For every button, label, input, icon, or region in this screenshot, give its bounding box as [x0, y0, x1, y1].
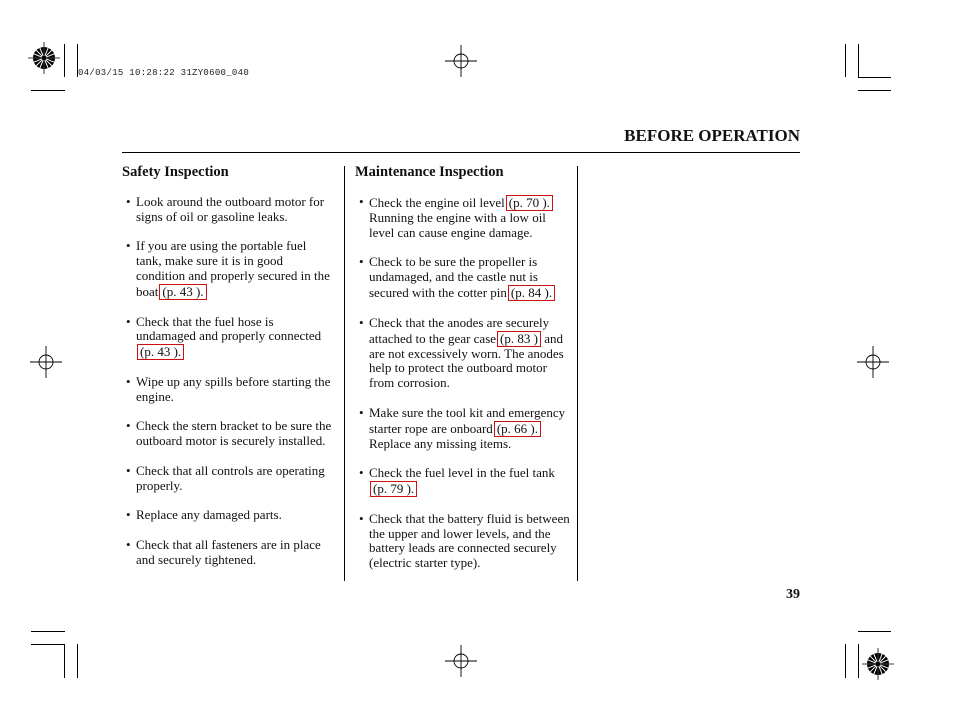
registration-crosshair-icon [445, 645, 477, 677]
page-reference-link[interactable]: (p. 83 ) [497, 331, 541, 347]
safety-inspection-column [122, 164, 332, 582]
list-item [355, 195, 573, 241]
bullet-icon: • [126, 194, 131, 209]
registration-starburst-icon [28, 42, 60, 74]
registration-crosshair-icon [857, 346, 889, 378]
item-text: Check the stern bracket to be sure the outboard motor is securely installed. [136, 418, 332, 449]
item-text: Wipe up any spills before starting the engine. [136, 373, 331, 404]
crop-mark [31, 631, 65, 632]
crop-mark [858, 77, 891, 78]
registration-starburst-icon [862, 648, 894, 680]
item-text-continued: Replace any missing items. [369, 435, 512, 451]
page-reference-link[interactable]: (p. 43 ). [159, 284, 206, 300]
item-text: Check the engine oil level [369, 195, 505, 210]
page-number: 39 [786, 587, 800, 602]
column-heading: Maintenance Inspection [355, 164, 504, 180]
list-item [355, 316, 573, 391]
list-item [122, 464, 332, 494]
item-text: Check that the battery fluid is between the upper and lower levels, and the battery leads are connected securely (electric starter type). [369, 510, 570, 571]
registration-crosshair-icon [445, 45, 477, 77]
maintenance-inspection-column [355, 164, 573, 586]
bullet-icon: • [126, 507, 131, 523]
item-text: Check that the anodes are securely attached to the gear case [369, 314, 550, 346]
bullet-icon: • [126, 238, 131, 254]
crop-mark [858, 644, 859, 678]
item-text: Check that the fuel hose is undamaged and properly connected [136, 313, 322, 344]
item-text: If you are using the portable fuel tank, make sure it is in good condition and properly secured in the boat [136, 238, 330, 299]
list-item [122, 239, 332, 299]
bullet-icon: • [126, 536, 131, 552]
crop-mark [858, 90, 891, 91]
section-title: BEFORE OPERATION [624, 126, 800, 145]
bullet-icon: • [359, 465, 364, 481]
crop-mark [845, 644, 846, 678]
column-divider [344, 166, 345, 581]
page-reference-link[interactable]: (p. 84 ). [508, 285, 555, 301]
list-item [122, 508, 332, 523]
item-text: Look around the outboard motor for signs of oil or gasoline leaks. [136, 194, 325, 224]
bullet-icon: • [126, 462, 131, 478]
crop-mark [31, 644, 65, 645]
list-item [355, 406, 573, 452]
item-text: Make sure the tool kit and emergency starter rope are onboard [369, 404, 566, 436]
page-reference-link[interactable]: (p. 66 ). [494, 421, 541, 437]
list-item [122, 315, 332, 361]
item-text: Check to be sure the propeller is undamaged, and the castle nut is secured with the cotter pin [369, 254, 538, 300]
item-text: Check the fuel level in the fuel tank [369, 465, 555, 481]
header-rule [122, 152, 800, 153]
bullet-icon: • [359, 314, 364, 330]
crop-mark [64, 644, 65, 678]
list-item [355, 255, 573, 301]
maintenance-checklist [355, 195, 573, 571]
list-item [122, 375, 332, 405]
page-reference-link[interactable]: (p. 79 ). [370, 481, 417, 497]
page-reference-link[interactable]: (p. 70 ). [506, 195, 553, 211]
bullet-icon: • [359, 404, 364, 420]
crop-mark [845, 44, 846, 77]
page-reference-link[interactable]: (p. 43 ). [137, 344, 184, 360]
list-item [355, 512, 573, 571]
column-heading: Safety Inspection [122, 164, 229, 180]
item-text: Replace any damaged parts. [136, 507, 282, 523]
registration-crosshair-icon [30, 346, 62, 378]
safety-checklist [122, 195, 332, 567]
column-divider [577, 166, 578, 581]
crop-mark [31, 90, 65, 91]
crop-mark [858, 44, 859, 77]
bullet-icon: • [126, 418, 131, 434]
bullet-icon: • [126, 373, 131, 389]
crop-mark [77, 644, 78, 678]
bullet-icon: • [359, 510, 364, 526]
print-stamp: 04/03/15 10:28:22 31ZY0600_040 [78, 68, 250, 78]
item-text: Check that all controls are operating properly. [136, 462, 325, 493]
item-text-continued: Running the engine with a low oil level can cause engine damage. [369, 210, 546, 240]
crop-mark [64, 44, 65, 77]
item-text: Check that all fasteners are in place and securely tightened. [136, 536, 321, 567]
item-text-continued: and are not excessively worn. The anodes help to protect the outboard motor from corrosion. [369, 330, 564, 391]
bullet-icon: • [359, 194, 364, 209]
list-item [355, 466, 573, 497]
bullet-icon: • [359, 254, 364, 270]
list-item [122, 419, 332, 449]
bullet-icon: • [126, 313, 131, 329]
list-item [122, 538, 332, 568]
crop-mark [858, 631, 891, 632]
list-item [122, 195, 332, 225]
